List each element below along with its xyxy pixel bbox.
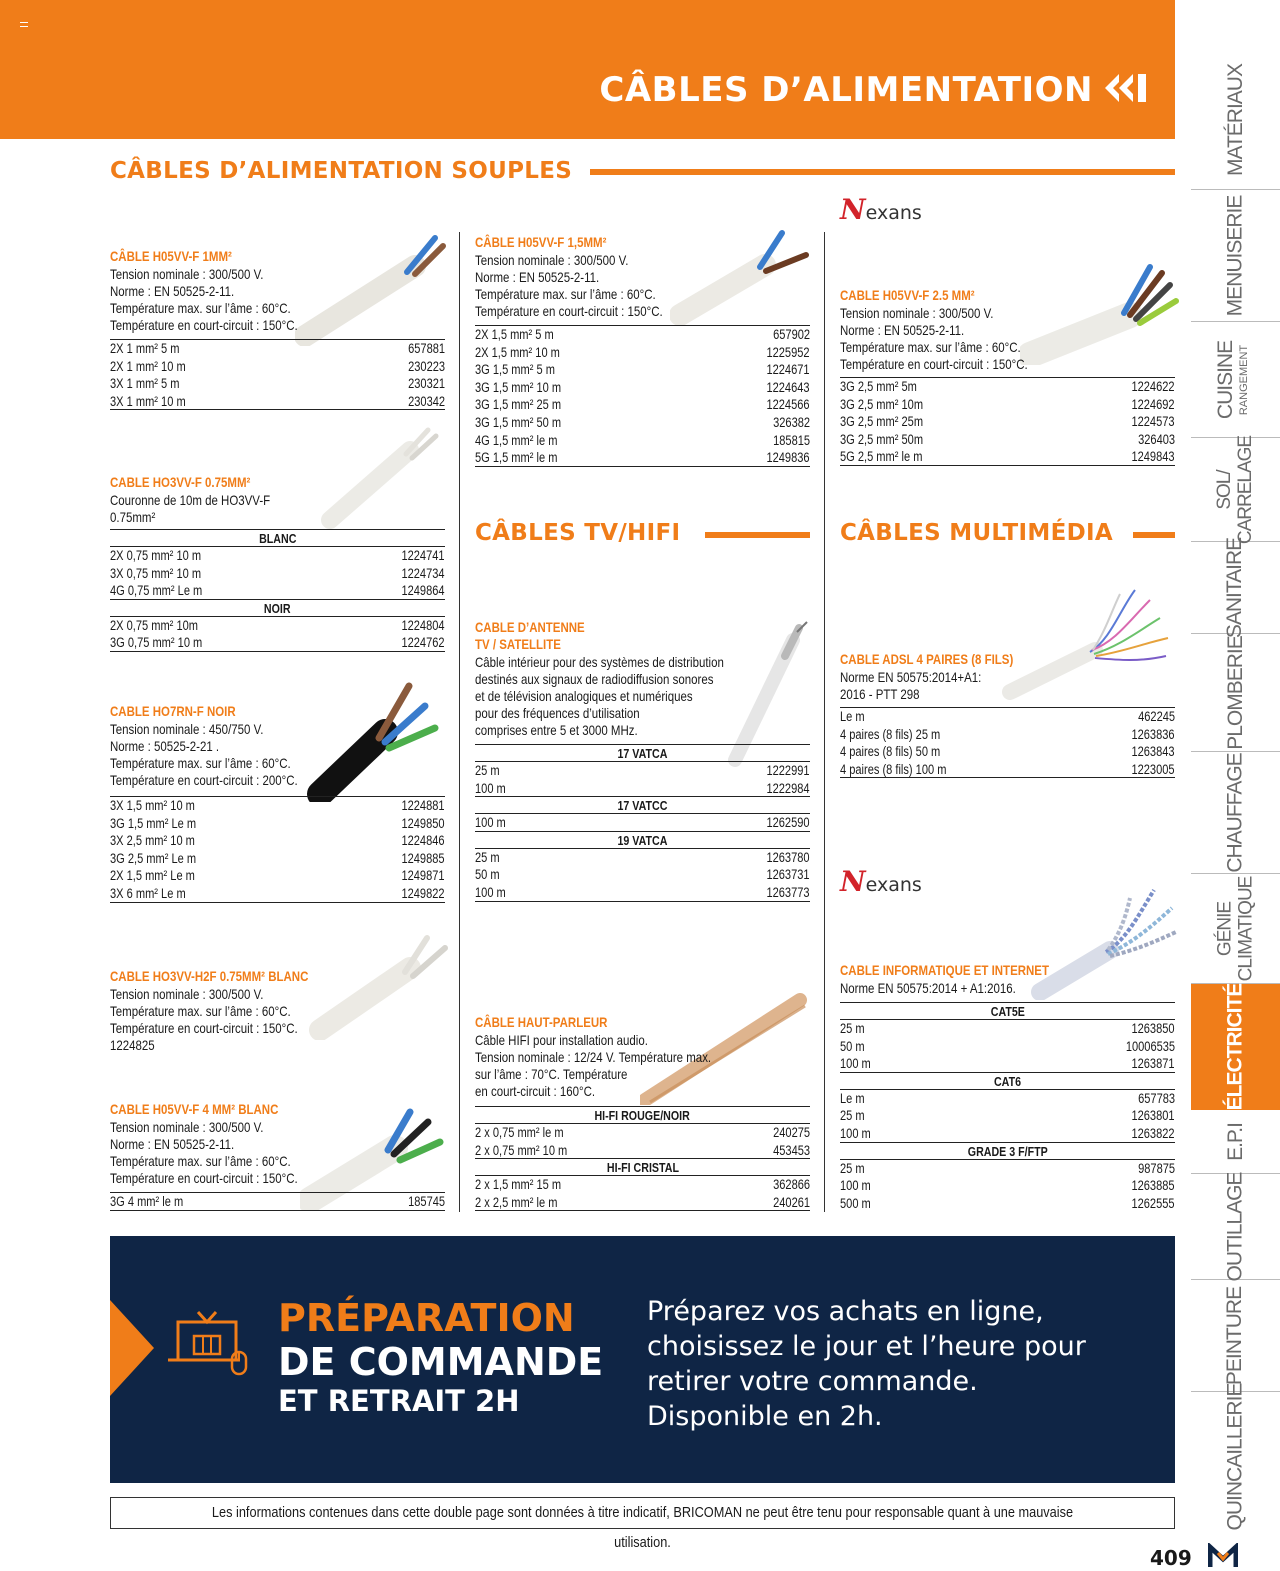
table-row: 2 x 1,5 mm² 15 m 362866 xyxy=(475,1177,810,1193)
table-row: Le m 462245 xyxy=(840,709,1175,724)
header-title-wrap xyxy=(0,0,1175,139)
sidebar-item-materiaux[interactable]: MATÉRIAUX xyxy=(1191,50,1280,190)
product-title: CABLE HO3VV-F 0.75MM² xyxy=(110,474,251,490)
network-cable-image xyxy=(1030,880,1180,1000)
product-table xyxy=(475,325,810,467)
table-row: 25 m 1222991 xyxy=(475,763,810,778)
table-subheading: 17 VATCA xyxy=(475,745,810,762)
section-rule xyxy=(590,169,1175,175)
product-title: CÂBLE HAUT-PARLEUR xyxy=(475,1014,608,1030)
page-title: CÂBLES D’ALIMENTATION xyxy=(599,70,1093,110)
product-table xyxy=(110,796,445,903)
cable-h05vvf-1-5mm-image xyxy=(670,215,815,325)
table-row: 4 paires (8 fils) 100 m 1223005 xyxy=(840,761,1175,777)
product-title: CABLE INFORMATIQUE ET INTERNET xyxy=(840,962,1049,978)
banner-title-line3: ET RETRAIT 2H xyxy=(278,1384,520,1418)
sidebar-item-outillage[interactable]: OUTILLAGE xyxy=(1191,1174,1280,1280)
table-row: 3G 0,75 mm² 10 m 1224762 xyxy=(110,635,445,651)
product-title: CABLE HO7RN-F NOIR xyxy=(110,703,236,719)
table-row: 2X 1,5 mm² 10 m 1225952 xyxy=(475,344,810,360)
table-row: 2X 0,75 mm² 10m 1224804 xyxy=(110,617,445,633)
table-row: 2 x 0,75 mm² le m 240275 xyxy=(475,1125,810,1140)
sidebar-item-chauffage[interactable]: CHAUFFAGE xyxy=(1191,752,1280,874)
table-subheading: CAT5E xyxy=(840,1003,1175,1020)
page-number: 409 xyxy=(1150,1546,1192,1570)
product-table xyxy=(840,707,1175,778)
adsl-cable-image xyxy=(1000,580,1175,700)
table-row: 3G 2,5 mm² 5m 1224622 xyxy=(840,379,1175,394)
chevrons-left-icon xyxy=(1103,70,1149,106)
table-row: 50 m 10006535 xyxy=(840,1038,1175,1054)
table-row: 500 m 1262555 xyxy=(840,1195,1175,1211)
arrow-decoration xyxy=(110,1300,154,1396)
column-divider xyxy=(459,232,460,1212)
table-row: 25 m 1263850 xyxy=(840,1021,1175,1036)
sidebar-item-cuisine[interactable]: CUISINE RANGEMENT xyxy=(1191,322,1280,438)
cable-h05vvf-2-5mm-image xyxy=(1020,255,1180,365)
product-table xyxy=(475,1106,810,1211)
table-row: 4G 1,5 mm² le m 185815 xyxy=(475,432,810,448)
banner-title-line1: PRÉPARATION xyxy=(278,1296,575,1340)
table-row: 3G 1,5 mm² Le m 1249850 xyxy=(110,815,445,831)
product-description: Tension nominale : 300/500 V. Norme : EN 50525-2-11. Température max. sur l’âme : 60°C. Température en court-circuit : 150°C. xyxy=(475,252,663,319)
product-table xyxy=(840,1002,1175,1212)
product-title: CÂBLE H05VV-F 1MM² xyxy=(110,248,232,264)
sidebar-item-sanitaire[interactable]: SANITAIRE xyxy=(1191,542,1280,634)
cable-ho3vvf-image xyxy=(310,420,450,530)
table-row: 100 m 1263885 xyxy=(840,1178,1175,1194)
table-row: 2 x 2,5 mm² le m 240261 xyxy=(475,1194,810,1210)
sidebar-item-plomberie[interactable]: PLOMBERIE xyxy=(1191,634,1280,752)
product-description: Tension nominale : 300/500 V. Température max. sur l’âme : 60°C. Température en court-circuit : 150°C. 1224825 xyxy=(110,986,298,1053)
product-table xyxy=(475,744,810,902)
table-row: 3G 1,5 mm² 50 m 326382 xyxy=(475,414,810,430)
table-row: Le m 657783 xyxy=(840,1090,1175,1106)
table-subheading: 19 VATCA xyxy=(475,832,810,849)
product-title: CABLE HO3VV-H2F 0.75MM² BLANC xyxy=(110,968,309,984)
product-description: Câble intérieur pour des systèmes de distribution destinés aux signaux de radiodiffusion sonores et de télévision analogiques et numériques pour des fréquences d’utilisation comprises entre 5 et 3000 MHz. xyxy=(475,654,724,738)
table-row: 3X 1 mm² 5 m 230321 xyxy=(110,376,445,392)
table-row: 25 m 1263780 xyxy=(475,849,810,865)
product-table xyxy=(110,529,445,652)
banner-title-line2: DE COMMANDE xyxy=(278,1340,604,1384)
product-description: Tension nominale : 300/500 V. Norme : EN 50525-2-11. Température max. sur l’âme : 60°C. Température en court-circuit : 150°C. xyxy=(110,1119,298,1186)
table-subheading: 17 VATCC xyxy=(475,797,810,814)
sidebar-item-peinture[interactable]: PEINTURE xyxy=(1191,1280,1280,1392)
table-row: 100 m 1222984 xyxy=(475,780,810,796)
sidebar-item-menuiserie[interactable]: MENUISERIE xyxy=(1191,190,1280,322)
product-title: CABLE H05VV-F 2.5 MM² xyxy=(840,287,975,303)
computer-order-icon xyxy=(168,1308,252,1378)
section-title-multimedia: CÂBLES MULTIMÉDIA xyxy=(840,520,1113,546)
nexans-logo: Nexans xyxy=(840,865,922,898)
product-description: Tension nominale : 300/500 V. Norme : EN 50525-2-11. Température max. sur l’âme : 60°C. Température en court-circuit : 150°C. xyxy=(840,305,1028,372)
table-row: 3G 2,5 mm² 25m 1224573 xyxy=(840,414,1175,430)
table-row: 3G 1,5 mm² 5 m 1224671 xyxy=(475,362,810,378)
table-row: 3G 1,5 mm² 25 m 1224566 xyxy=(475,397,810,413)
cable-ho7rnf-image xyxy=(305,672,450,802)
sidebar-item-electricite[interactable]: ÉLECTRICITÉ xyxy=(1191,984,1280,1110)
section-title-tvhifi: CÂBLES TV/HIFI xyxy=(475,520,681,546)
product-title: CABLE D’ANTENNE xyxy=(475,619,585,635)
disclaimer: Les informations contenues dans cette double page sont données à titre indicatif, BRICOMAN ne peut être tenu pour responsable quant à une mauvaise utilisation. xyxy=(110,1497,1175,1529)
product-description: Tension nominale : 450/750 V. Norme : 50525-2-21 . Température max. sur l’âme : 60°C. Température en court-circuit : 200°C. xyxy=(110,721,298,788)
product-title: CABLE H05VV-F 4 MM² BLANC xyxy=(110,1101,279,1117)
sidebar-item-sol-carrelage[interactable]: SOL/ CARRELAGE xyxy=(1191,438,1280,542)
table-row: 2X 1 mm² 10 m 230223 xyxy=(110,358,445,374)
table-row: 3X 0,75 mm² 10 m 1224734 xyxy=(110,565,445,581)
table-row: 100 m 1263871 xyxy=(840,1056,1175,1072)
table-row: 5G 1,5 mm² le m 1249836 xyxy=(475,450,810,466)
table-subheading: GRADE 3 F/FTP xyxy=(840,1143,1175,1160)
product-table xyxy=(110,1192,445,1211)
bricoman-logo xyxy=(1208,1543,1238,1569)
section-rule xyxy=(705,532,810,538)
product-description: Tension nominale : 300/500 V. Norme : EN 50525-2-11. Température max. sur l’âme : 60°C. Température en court-circuit : 150°C. xyxy=(110,266,298,333)
sidebar-item-epi[interactable]: E.P.I xyxy=(1191,1110,1280,1174)
section-title-souples: CÂBLES D’ALIMENTATION SOUPLES xyxy=(110,158,573,184)
product-title: CABLE ADSL 4 PAIRES (8 FILS) xyxy=(840,651,1014,667)
table-subheading: CAT6 xyxy=(840,1073,1175,1090)
table-row: 25 m 987875 xyxy=(840,1160,1175,1176)
click-collect-banner[interactable] xyxy=(110,1236,1175,1483)
table-row: 25 m 1263801 xyxy=(840,1108,1175,1124)
sidebar-item-quincaillerie[interactable]: QUINCAILLERIE xyxy=(1223,1383,1247,1531)
table-row: 2X 0,75 mm² 10 m 1224741 xyxy=(110,548,445,563)
table-row: 3G 2,5 mm² 50m 326403 xyxy=(840,431,1175,447)
product-table xyxy=(840,377,1175,466)
table-row: 2X 1,5 mm² 5 m 657902 xyxy=(475,327,810,342)
table-row: 3G 1,5 mm² 10 m 1224643 xyxy=(475,379,810,395)
table-subheading: NOIR xyxy=(110,600,445,617)
table-row: 3X 6 mm² Le m 1249822 xyxy=(110,885,445,901)
banner-text: Préparez vos achats en ligne, choisissez le jour et l’heure pour retirer votre commande. Disponible en 2h. xyxy=(647,1296,1086,1432)
sidebar-item-genie-climatique[interactable]: GÉNIE CLIMATIQUE xyxy=(1191,874,1280,984)
product-description: Norme EN 50575:2014+A1: 2016 - PTT 298 xyxy=(840,669,982,702)
table-subheading: HI-FI CRISTAL xyxy=(475,1159,810,1176)
product-description: Couronne de 10m de HO3VV-F 0.75mm² xyxy=(110,492,271,525)
table-row: 3G 4 mm² le m 185745 xyxy=(110,1194,445,1209)
column-divider xyxy=(824,232,825,1212)
table-row: 2X 1,5 mm² Le m 1249871 xyxy=(110,868,445,884)
product-title: CÂBLE H05VV-F 1,5MM² xyxy=(475,234,607,250)
table-subheading: HI-FI ROUGE/NOIR xyxy=(475,1107,810,1124)
table-row: 5G 2,5 mm² le m 1249843 xyxy=(840,449,1175,465)
section-rule xyxy=(1133,532,1175,538)
product-description: Norme EN 50575:2014 + A1:2016. xyxy=(840,980,1016,996)
table-row: 3X 1 mm² 10 m 230342 xyxy=(110,393,445,409)
table-row: 2 x 0,75 mm² 10 m 453453 xyxy=(475,1142,810,1158)
nexans-logo: Nexans xyxy=(840,193,922,226)
table-row: 2X 1 mm² 5 m 657881 xyxy=(110,341,445,356)
table-row: 3X 1,5 mm² 10 m 1224881 xyxy=(110,798,445,813)
table-subheading: BLANC xyxy=(110,530,445,547)
table-row: 3X 2,5 mm² 10 m 1224846 xyxy=(110,833,445,849)
table-row: 4G 0,75 mm² Le m 1249864 xyxy=(110,583,445,599)
product-description: Câble HIFI pour installation audio. Tension nominale : 12/24 V. Température max. sur l’âme : 70°C. Température en court-circuit : 160°C. xyxy=(475,1032,712,1099)
table-row: 3G 2,5 mm² Le m 1249885 xyxy=(110,850,445,866)
table-row: 3G 2,5 mm² 10m 1224692 xyxy=(840,396,1175,412)
table-row: 4 paires (8 fils) 50 m 1263843 xyxy=(840,744,1175,760)
table-row: 4 paires (8 fils) 25 m 1263836 xyxy=(840,726,1175,742)
table-row: 50 m 1263731 xyxy=(475,867,810,883)
cable-h05vvf-1mm-image xyxy=(295,226,455,346)
product-table xyxy=(110,339,445,410)
table-row: 100 m 1263773 xyxy=(475,884,810,900)
product-title: TV / SATELLITE xyxy=(475,636,561,652)
cable-ho3vv-h2f-image xyxy=(305,930,455,1040)
table-row: 100 m 1263822 xyxy=(840,1125,1175,1141)
table-row: 100 m 1262590 xyxy=(475,815,810,831)
